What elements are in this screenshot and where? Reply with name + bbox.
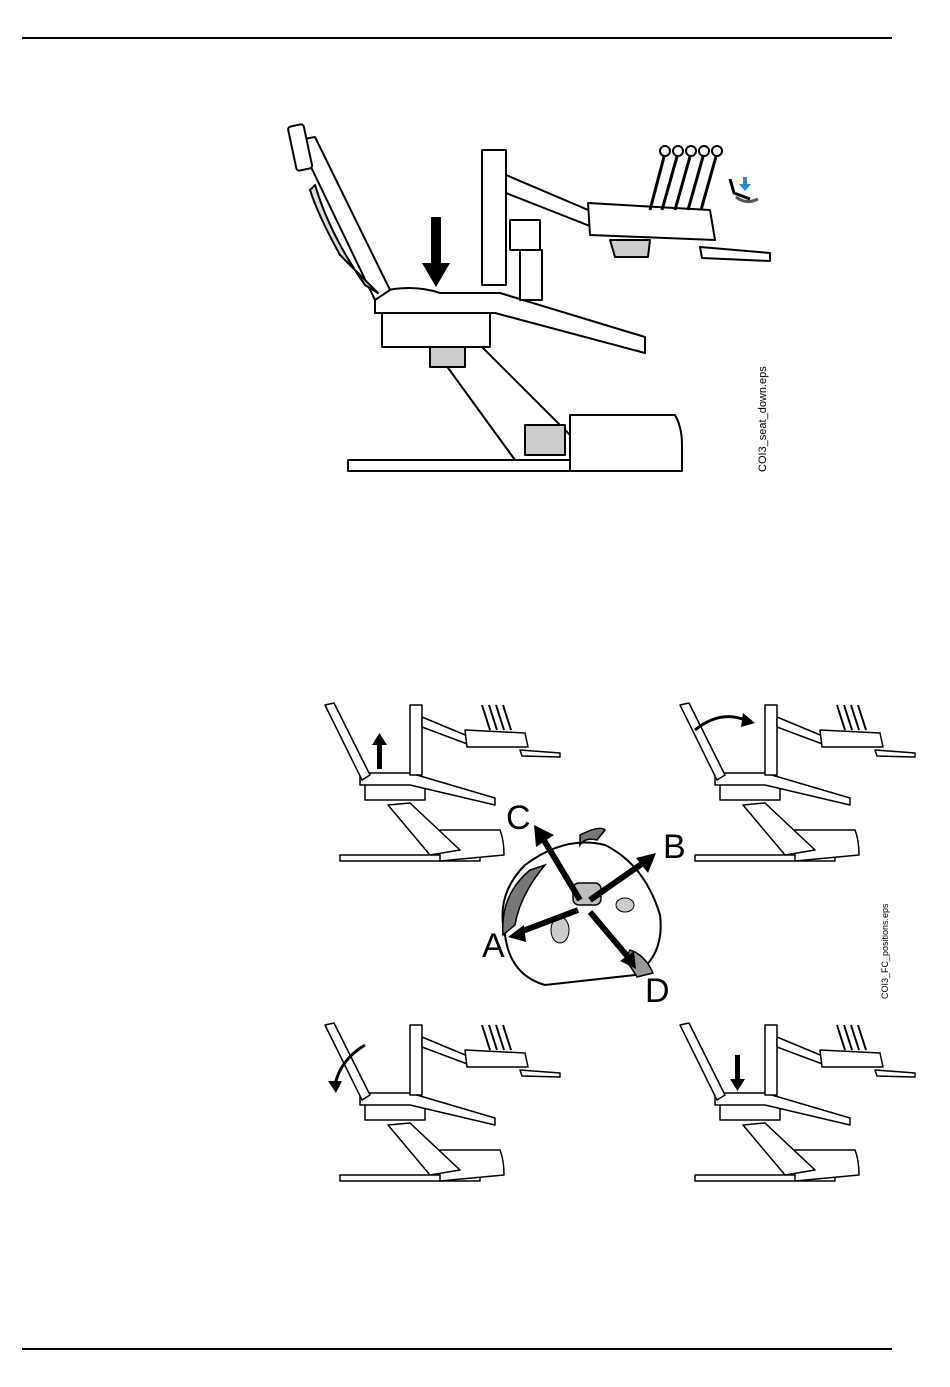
figure2-file-label: COI3_FC_positions.eps (880, 903, 890, 999)
down-arrow-icon (422, 217, 450, 287)
chair-position-down (680, 1023, 915, 1181)
figure1-file-label: COI3_seat_down.eps (757, 366, 769, 472)
dental-chair-illustration (270, 115, 790, 485)
chair-position-backrest-down (325, 1023, 560, 1181)
footer-rule (22, 1348, 892, 1350)
letter-d: D (645, 972, 670, 1010)
up-arrow-icon (372, 733, 387, 745)
seat-down-figure (270, 115, 790, 485)
down-arrow-icon (735, 1055, 740, 1081)
chair-position-backrest-up (680, 703, 915, 861)
chair-position-up (325, 703, 560, 861)
letter-a: A (482, 927, 505, 965)
positions-illustration (280, 695, 900, 1185)
foot-control-positions-figure (280, 695, 900, 1185)
letter-c: C (506, 799, 531, 837)
foot-control-pedal (503, 828, 661, 985)
header-rule (22, 37, 892, 39)
letter-b: B (663, 828, 686, 866)
seat-down-icon (730, 177, 758, 202)
arc-arrow-icon (695, 717, 745, 730)
